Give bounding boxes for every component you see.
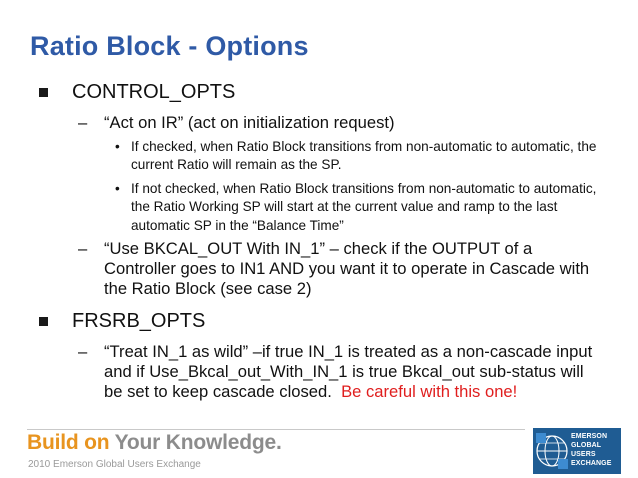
tagline-part-1: Build on bbox=[27, 431, 115, 454]
dash-bullet-icon: – bbox=[78, 113, 88, 132]
logo-text bbox=[571, 432, 611, 468]
footer-subtitle: 2010 Emerson Global Users Exchange bbox=[28, 459, 201, 470]
footer-tagline bbox=[27, 431, 282, 455]
footer-divider bbox=[27, 429, 525, 430]
detail-text: If not checked, when Ratio Block transitions from non-automatic to automatic, the Ratio Working SP will start at the current value and ramp to the last automatic SP in the “Balance Time” bbox=[131, 181, 597, 233]
sub-bullet-text: “Treat IN_1 as wild” –if true IN_1 is treated as a non-cascade input and if Use_Bkcal_out_With_IN_1 is true Bkcal_out sub-status will be set to keep cascade closed. bbox=[104, 342, 593, 401]
bullet-heading: FRSRB_OPTS bbox=[72, 310, 206, 332]
logo-line: EMERSON bbox=[571, 433, 608, 440]
tagline-part-2: Your Knowledge. bbox=[114, 431, 282, 454]
sub-bullet-text: “Act on IR” (act on initialization request) bbox=[104, 113, 395, 132]
sub-bullet-text-wrapper bbox=[104, 342, 604, 402]
dash-bullet-icon: – bbox=[78, 239, 88, 258]
globe-icon bbox=[535, 432, 569, 470]
square-bullet-icon bbox=[39, 88, 48, 97]
bullet-heading: CONTROL_OPTS bbox=[72, 81, 236, 103]
logo-line: GLOBAL bbox=[571, 442, 602, 449]
logo-line: EXCHANGE bbox=[571, 460, 612, 467]
dot-bullet-icon: • bbox=[115, 181, 120, 196]
square-bullet-icon bbox=[39, 317, 48, 326]
emerson-logo bbox=[533, 428, 621, 474]
dash-bullet-icon: – bbox=[78, 342, 88, 361]
warning-highlight: Be careful with this one! bbox=[341, 382, 518, 401]
logo-line: USERS bbox=[571, 451, 596, 458]
slide-title: Ratio Block - Options bbox=[30, 31, 309, 61]
detail-text: If checked, when Ratio Block transitions from non-automatic to automatic, the current Ratio will remain as the SP. bbox=[131, 139, 597, 173]
sub-bullet-text: “Use BKCAL_OUT With IN_1” – check if the OUTPUT of a Controller goes to IN1 AND you want it to operate in Cascade with the Ratio Block (see case 2) bbox=[104, 239, 590, 298]
dot-bullet-icon: • bbox=[115, 139, 120, 154]
